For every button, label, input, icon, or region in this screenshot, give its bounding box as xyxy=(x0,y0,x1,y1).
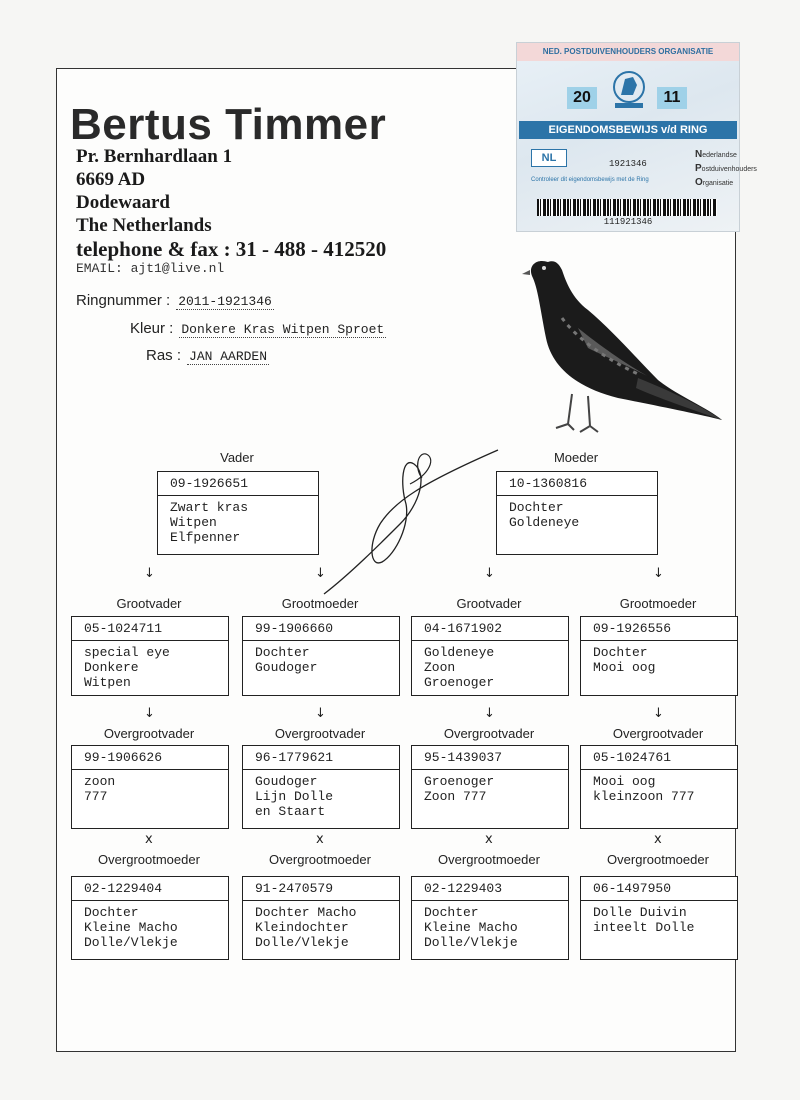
ring-number: 05-1024761 xyxy=(581,746,737,770)
sticker-ring: 1921346 xyxy=(609,159,647,169)
grandparent-box xyxy=(71,616,229,696)
parent-box xyxy=(496,471,658,555)
description: Dochter Kleine Macho Dolle/Vlekje xyxy=(84,905,178,950)
ring-number: 09-1926556 xyxy=(581,617,737,641)
great-grandmother-box xyxy=(411,876,569,960)
great-grandmother-box xyxy=(242,876,400,960)
down-arrow: ↓ xyxy=(315,566,326,581)
parent-role-label: Moeder xyxy=(553,450,599,465)
grandparent-role-label: Grootmoeder xyxy=(281,596,359,611)
description: Mooi oog kleinzoon 777 xyxy=(593,774,695,804)
sticker-note: Controleer dit eigendomsbewijs met de Ring xyxy=(531,177,649,183)
sticker-title: EIGENDOMSBEWIJS v/d RING xyxy=(519,121,737,139)
ring-number: 02-1229403 xyxy=(412,877,568,901)
grandparent-box xyxy=(242,616,400,696)
ring-number: 10-1360816 xyxy=(497,472,657,496)
breed-label: Ras : xyxy=(146,347,182,364)
ring-number: 06-1497950 xyxy=(581,877,737,901)
great-grandfather-box xyxy=(411,745,569,829)
sticker-year-right: 11 xyxy=(657,87,687,109)
description: Dochter Macho Kleindochter Dolle/Vlekje xyxy=(255,905,357,950)
owner-country: The Netherlands xyxy=(76,215,212,236)
ring-number-label: Ringnummer : xyxy=(76,292,171,309)
ring-number: 91-2470579 xyxy=(243,877,399,901)
down-arrow: ↓ xyxy=(653,566,664,581)
great-grandmother-role-label: Overgrootmoeder xyxy=(98,852,200,867)
color-field xyxy=(130,320,386,337)
description: Dochter Goudoger xyxy=(255,645,318,675)
owner-street: Pr. Bernhardlaan 1 xyxy=(76,146,233,167)
parent-box xyxy=(157,471,319,555)
description: Groenoger Zoon 777 xyxy=(424,774,495,804)
great-grandfather-box xyxy=(580,745,738,829)
parent-role-label: Vader xyxy=(220,450,254,465)
color-label: Kleur : xyxy=(130,320,174,337)
great-grandfather-role-label: Overgrootvader xyxy=(274,726,366,741)
great-grandfather-role-label: Overgrootvader xyxy=(103,726,195,741)
cross-mark: x xyxy=(485,832,493,847)
description: Zwart kras Witpen Elfpenner xyxy=(170,500,249,545)
down-arrow: ↓ xyxy=(315,706,326,721)
ring-number: 96-1779621 xyxy=(243,746,399,770)
pigeon-photo xyxy=(518,248,730,440)
cross-mark: x xyxy=(316,832,324,847)
signature xyxy=(310,444,510,604)
ring-number: 02-1229404 xyxy=(72,877,228,901)
great-grandmother-role-label: Overgrootmoeder xyxy=(438,852,540,867)
breed-value: JAN AARDEN xyxy=(189,349,268,364)
ring-number-field xyxy=(76,292,274,309)
owner-name: Bertus Timmer xyxy=(70,100,387,149)
lion-crest-icon xyxy=(609,65,649,113)
npo-line-2: Postduivenhouders xyxy=(695,163,757,174)
description: Goldeneye Zoon Groenoger xyxy=(424,645,495,690)
sticker-org: NED. POSTDUIVENHOUDERS ORGANISATIE xyxy=(517,43,739,61)
grandparent-role-label: Grootmoeder xyxy=(619,596,697,611)
owner-city: Dodewaard xyxy=(76,192,170,213)
grandparent-role-label: Grootvader xyxy=(456,596,522,611)
ring-number-value: 2011-1921346 xyxy=(178,294,272,309)
ring-number: 04-1671902 xyxy=(412,617,568,641)
description: zoon 777 xyxy=(84,774,116,804)
description: Dochter Mooi oog xyxy=(593,645,656,675)
sticker-barcode-number: 111921346 xyxy=(603,217,653,227)
sticker-country: NL xyxy=(531,149,567,167)
breed-field xyxy=(146,347,269,364)
down-arrow: ↓ xyxy=(484,706,495,721)
ring-number: 05-1024711 xyxy=(72,617,228,641)
great-grandfather-role-label: Overgrootvader xyxy=(612,726,704,741)
description: Goudoger Lijn Dolle en Staart xyxy=(255,774,334,819)
color-value: Donkere Kras Witpen Sproet xyxy=(181,322,385,337)
grandparent-box xyxy=(411,616,569,696)
ring-number: 99-1906626 xyxy=(72,746,228,770)
down-arrow: ↓ xyxy=(653,706,664,721)
sticker-year-left: 20 xyxy=(567,87,597,109)
cross-mark: x xyxy=(145,832,153,847)
down-arrow: ↓ xyxy=(144,566,155,581)
ring-number: 99-1906660 xyxy=(243,617,399,641)
great-grandfather-box xyxy=(71,745,229,829)
great-grandmother-box xyxy=(580,876,738,960)
grandparent-box xyxy=(580,616,738,696)
ring-number: 09-1926651 xyxy=(158,472,318,496)
ring-number: 95-1439037 xyxy=(412,746,568,770)
description: Dochter Goldeneye xyxy=(509,500,580,530)
down-arrow: ↓ xyxy=(484,566,495,581)
npo-line-3: Organisatie xyxy=(695,177,734,188)
great-grandfather-box xyxy=(242,745,400,829)
description: special eye Donkere Witpen xyxy=(84,645,170,690)
great-grandmother-box xyxy=(71,876,229,960)
npo-line-1: Nederlandse xyxy=(695,149,737,160)
description: Dolle Duivin inteelt Dolle xyxy=(593,905,695,935)
down-arrow: ↓ xyxy=(144,706,155,721)
grandparent-role-label: Grootvader xyxy=(116,596,182,611)
great-grandmother-role-label: Overgrootmoeder xyxy=(269,852,371,867)
barcode xyxy=(537,199,717,216)
owner-postcode: 6669 AD xyxy=(76,169,146,190)
ownership-sticker xyxy=(516,42,757,232)
owner-phone: telephone & fax : 31 - 488 - 412520 xyxy=(76,237,387,261)
great-grandmother-role-label: Overgrootmoeder xyxy=(607,852,709,867)
cross-mark: x xyxy=(654,832,662,847)
great-grandfather-role-label: Overgrootvader xyxy=(443,726,535,741)
owner-email: EMAIL: ajt1@live.nl xyxy=(76,261,225,276)
description: Dochter Kleine Macho Dolle/Vlekje xyxy=(424,905,518,950)
